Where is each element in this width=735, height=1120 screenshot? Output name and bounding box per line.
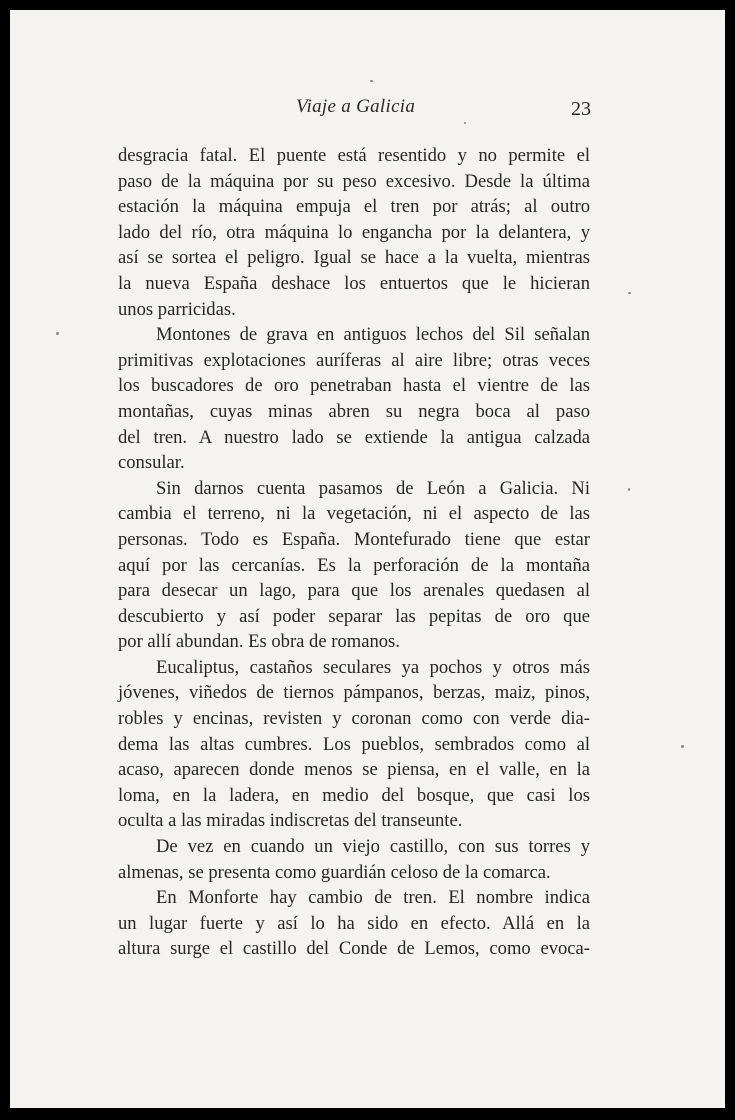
text-line: consular. bbox=[118, 452, 185, 474]
scan-speck bbox=[681, 745, 684, 748]
text-line: la nueva España deshace los entuertos que le hicieran bbox=[118, 272, 590, 294]
book-page bbox=[10, 10, 725, 1108]
text-line: Eucaliptus, castaños seculares ya pochos y otros más bbox=[156, 656, 590, 678]
text-line: para desecar un lago, para que los arenales quedasen al bbox=[118, 580, 590, 602]
text-line: primitivas explotaciones auríferas al aire libre; otras veces bbox=[118, 349, 590, 371]
text-line: De vez en cuando un viejo castillo, con sus torres y bbox=[156, 836, 590, 858]
text-line: paso de la máquina por su peso excesivo. Desde la última bbox=[118, 170, 590, 192]
running-header bbox=[10, 96, 725, 126]
scan-speck bbox=[464, 122, 466, 124]
text-line: personas. Todo es España. Montefurado tiene que estar bbox=[118, 528, 590, 550]
text-line: Montones de grava en antiguos lechos del Sil señalan bbox=[156, 324, 590, 346]
text-line: así se sortea el peligro. Igual se hace a la vuelta, mientras bbox=[118, 247, 590, 269]
text-line: loma, en la ladera, en medio del bosque, que casi los bbox=[118, 784, 590, 806]
body-text bbox=[118, 143, 590, 962]
text-line: descubierto y así poder separar las pepitas de oro que bbox=[118, 605, 590, 627]
text-line: jóvenes, viñedos de tiernos pámpanos, berzas, maiz, pinos, bbox=[118, 682, 590, 704]
text-line: un lugar fuerte y así lo ha sido en efecto. Allá en la bbox=[118, 912, 590, 934]
text-line: dema las altas cumbres. Los pueblos, sembrados como al bbox=[118, 733, 590, 755]
text-line: acaso, aparecen donde menos se piensa, en el valle, en la bbox=[118, 759, 590, 781]
scan-speck bbox=[370, 80, 373, 82]
scan-speck bbox=[56, 332, 59, 335]
text-line: cambia el terreno, ni la vegetación, ni el aspecto de las bbox=[118, 503, 590, 525]
text-line: montañas, cuyas minas abren su negra boca al paso bbox=[118, 400, 590, 422]
text-line: oculta a las miradas indiscretas del transeunte. bbox=[118, 810, 463, 832]
text-line: almenas, se presenta como guardián celoso de la comarca. bbox=[118, 861, 551, 883]
text-line: estación la máquina empuja el tren por atrás; al outro bbox=[118, 196, 590, 218]
text-line: robles y encinas, revisten y coronan como con verde dia- bbox=[118, 708, 590, 730]
scan-speck bbox=[628, 292, 631, 294]
text-line: los buscadores de oro penetraban hasta el vientre de las bbox=[118, 375, 590, 397]
text-line: Sin darnos cuenta pasamos de León a Galicia. Ni bbox=[156, 477, 590, 499]
page-number: 23 bbox=[571, 98, 591, 120]
text-line: aquí por las cercanías. Es la perforación de la montaña bbox=[118, 554, 590, 576]
text-line: En Monforte hay cambio de tren. El nombre indica bbox=[156, 887, 590, 909]
scan-speck bbox=[628, 488, 630, 491]
text-line: del tren. A nuestro lado se extiende la antigua calzada bbox=[118, 426, 590, 448]
text-line: unos parricidas. bbox=[118, 298, 236, 320]
text-line: desgracia fatal. El puente está resentido y no permite el bbox=[118, 145, 590, 166]
text-line: altura surge el castillo del Conde de Lemos, como evoca- bbox=[118, 938, 590, 960]
running-title: Viaje a Galicia bbox=[296, 96, 416, 117]
text-line: lado del río, otra máquina lo engancha por la delantera, y bbox=[118, 221, 590, 243]
text-line: por allí abundan. Es obra de romanos. bbox=[118, 631, 400, 653]
